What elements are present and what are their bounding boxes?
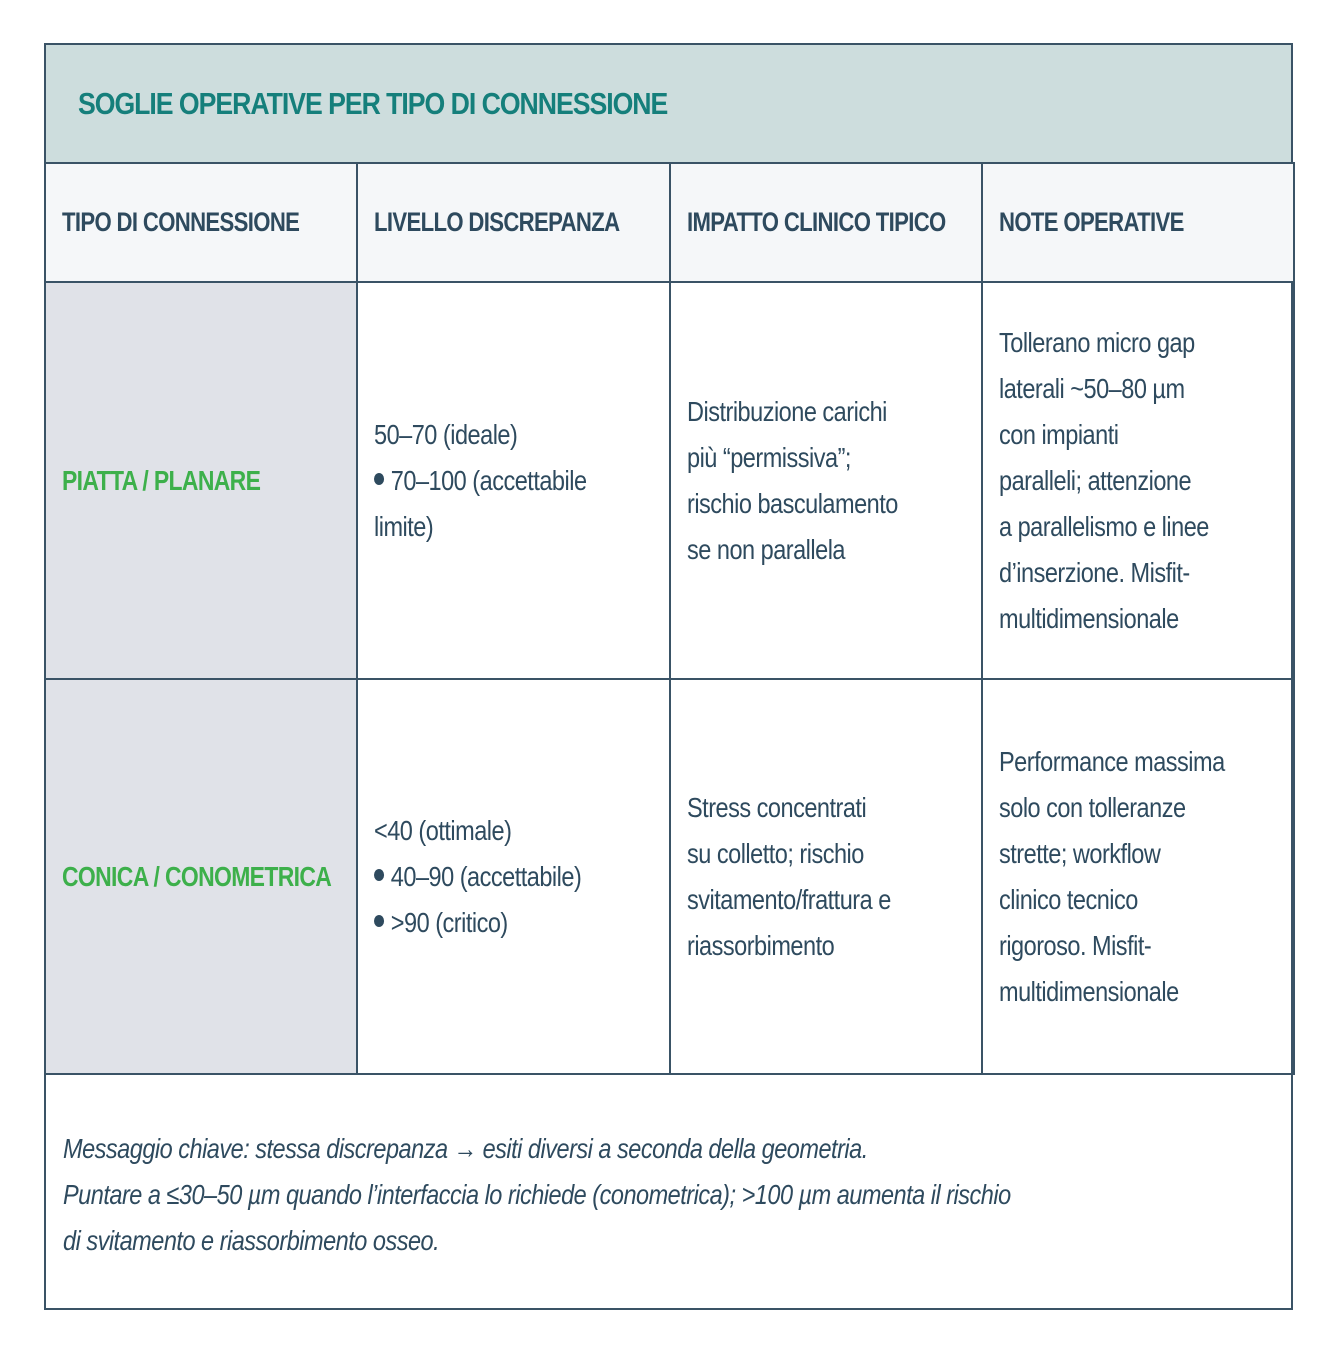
discrepancy-cell [357, 282, 669, 679]
column-header-clinical-impact: IMPATTO CLINICO TIPICO [670, 163, 982, 282]
discrepancy-cell [357, 679, 669, 1074]
notes-line: strette; workflow [998, 837, 1161, 869]
column-header-discrepancy-level: LIVELLO DISCREPANZA [357, 163, 669, 282]
notes-line: a parallelismo e linee [998, 510, 1209, 542]
impact-line: su colletto; rischio [686, 837, 864, 869]
table-row [45, 679, 1294, 1074]
key-message-line: Messaggio chiave: stessa discrepanza → esiti diversi a seconda della geometria. [63, 1133, 868, 1164]
discrepancy-line: limite) [374, 510, 434, 542]
operative-notes-cell [982, 282, 1294, 679]
bullet-icon [374, 869, 384, 881]
notes-line: Performance massima [998, 745, 1225, 777]
impact-line: se non parallela [686, 533, 845, 565]
impact-line: Distribuzione carichi [686, 395, 887, 427]
connection-type-cell [45, 282, 357, 679]
clinical-impact-cell [670, 679, 982, 1074]
key-message-line: di svitamento e riassorbimento osseo. [63, 1225, 440, 1256]
key-message-text [63, 1126, 1011, 1264]
bullet-icon [374, 915, 384, 927]
notes-line: multidimensionale [998, 975, 1179, 1007]
notes-line: con impianti [998, 418, 1119, 450]
thresholds-table-card [44, 43, 1293, 1310]
notes-line: Tollerano micro gap [998, 326, 1195, 358]
notes-line: laterali ~50–80 µm [998, 372, 1185, 404]
bullet-icon [374, 473, 384, 485]
impact-line: Stress concentrati [686, 791, 866, 823]
key-message-footer [46, 1082, 1291, 1308]
connection-type-cell [45, 679, 357, 1074]
discrepancy-line: 40–90 (accettabile) [374, 854, 652, 900]
thresholds-table [44, 162, 1295, 1075]
notes-line: solo con tolleranze [998, 791, 1186, 823]
key-message-line: Puntare a ≤30–50 µm quando l’interfaccia lo richiede (conometrica); >100 µm aumenta il rischio [63, 1179, 1011, 1210]
table-title: SOGLIE OPERATIVE PER TIPO DI CONNESSIONE [78, 85, 668, 121]
connection-type-label: PIATTA / PLANARE [62, 464, 261, 496]
notes-line: rigoroso. Misfit- [998, 929, 1151, 961]
discrepancy-line: 50–70 (ideale) [374, 418, 518, 450]
discrepancy-line: <40 (ottimale) [374, 814, 512, 846]
notes-line: d’inserzione. Misfit- [998, 556, 1190, 588]
discrepancy-line: >90 (critico) [374, 900, 652, 946]
impact-line: riassorbimento [686, 929, 834, 961]
header-row [45, 163, 1294, 282]
impact-line: svitamento/frattura e [686, 883, 891, 915]
title-band [46, 45, 1291, 164]
notes-line: multidimensionale [998, 602, 1179, 634]
column-header-connection-type: TIPO DI CONNESSIONE [45, 163, 357, 282]
operative-notes-cell [982, 679, 1294, 1074]
impact-line: rischio basculamento [686, 487, 898, 519]
discrepancy-line: 70–100 (accettabile [374, 458, 652, 504]
clinical-impact-cell [670, 282, 982, 679]
column-header-operative-notes: NOTE OPERATIVE [982, 163, 1294, 282]
notes-line: paralleli; attenzione [998, 464, 1191, 496]
notes-line: clinico tecnico [998, 883, 1138, 915]
connection-type-label: CONICA / CONOMETRICA [62, 860, 332, 892]
impact-line: più “permissiva”; [686, 441, 851, 473]
table-row [45, 282, 1294, 679]
